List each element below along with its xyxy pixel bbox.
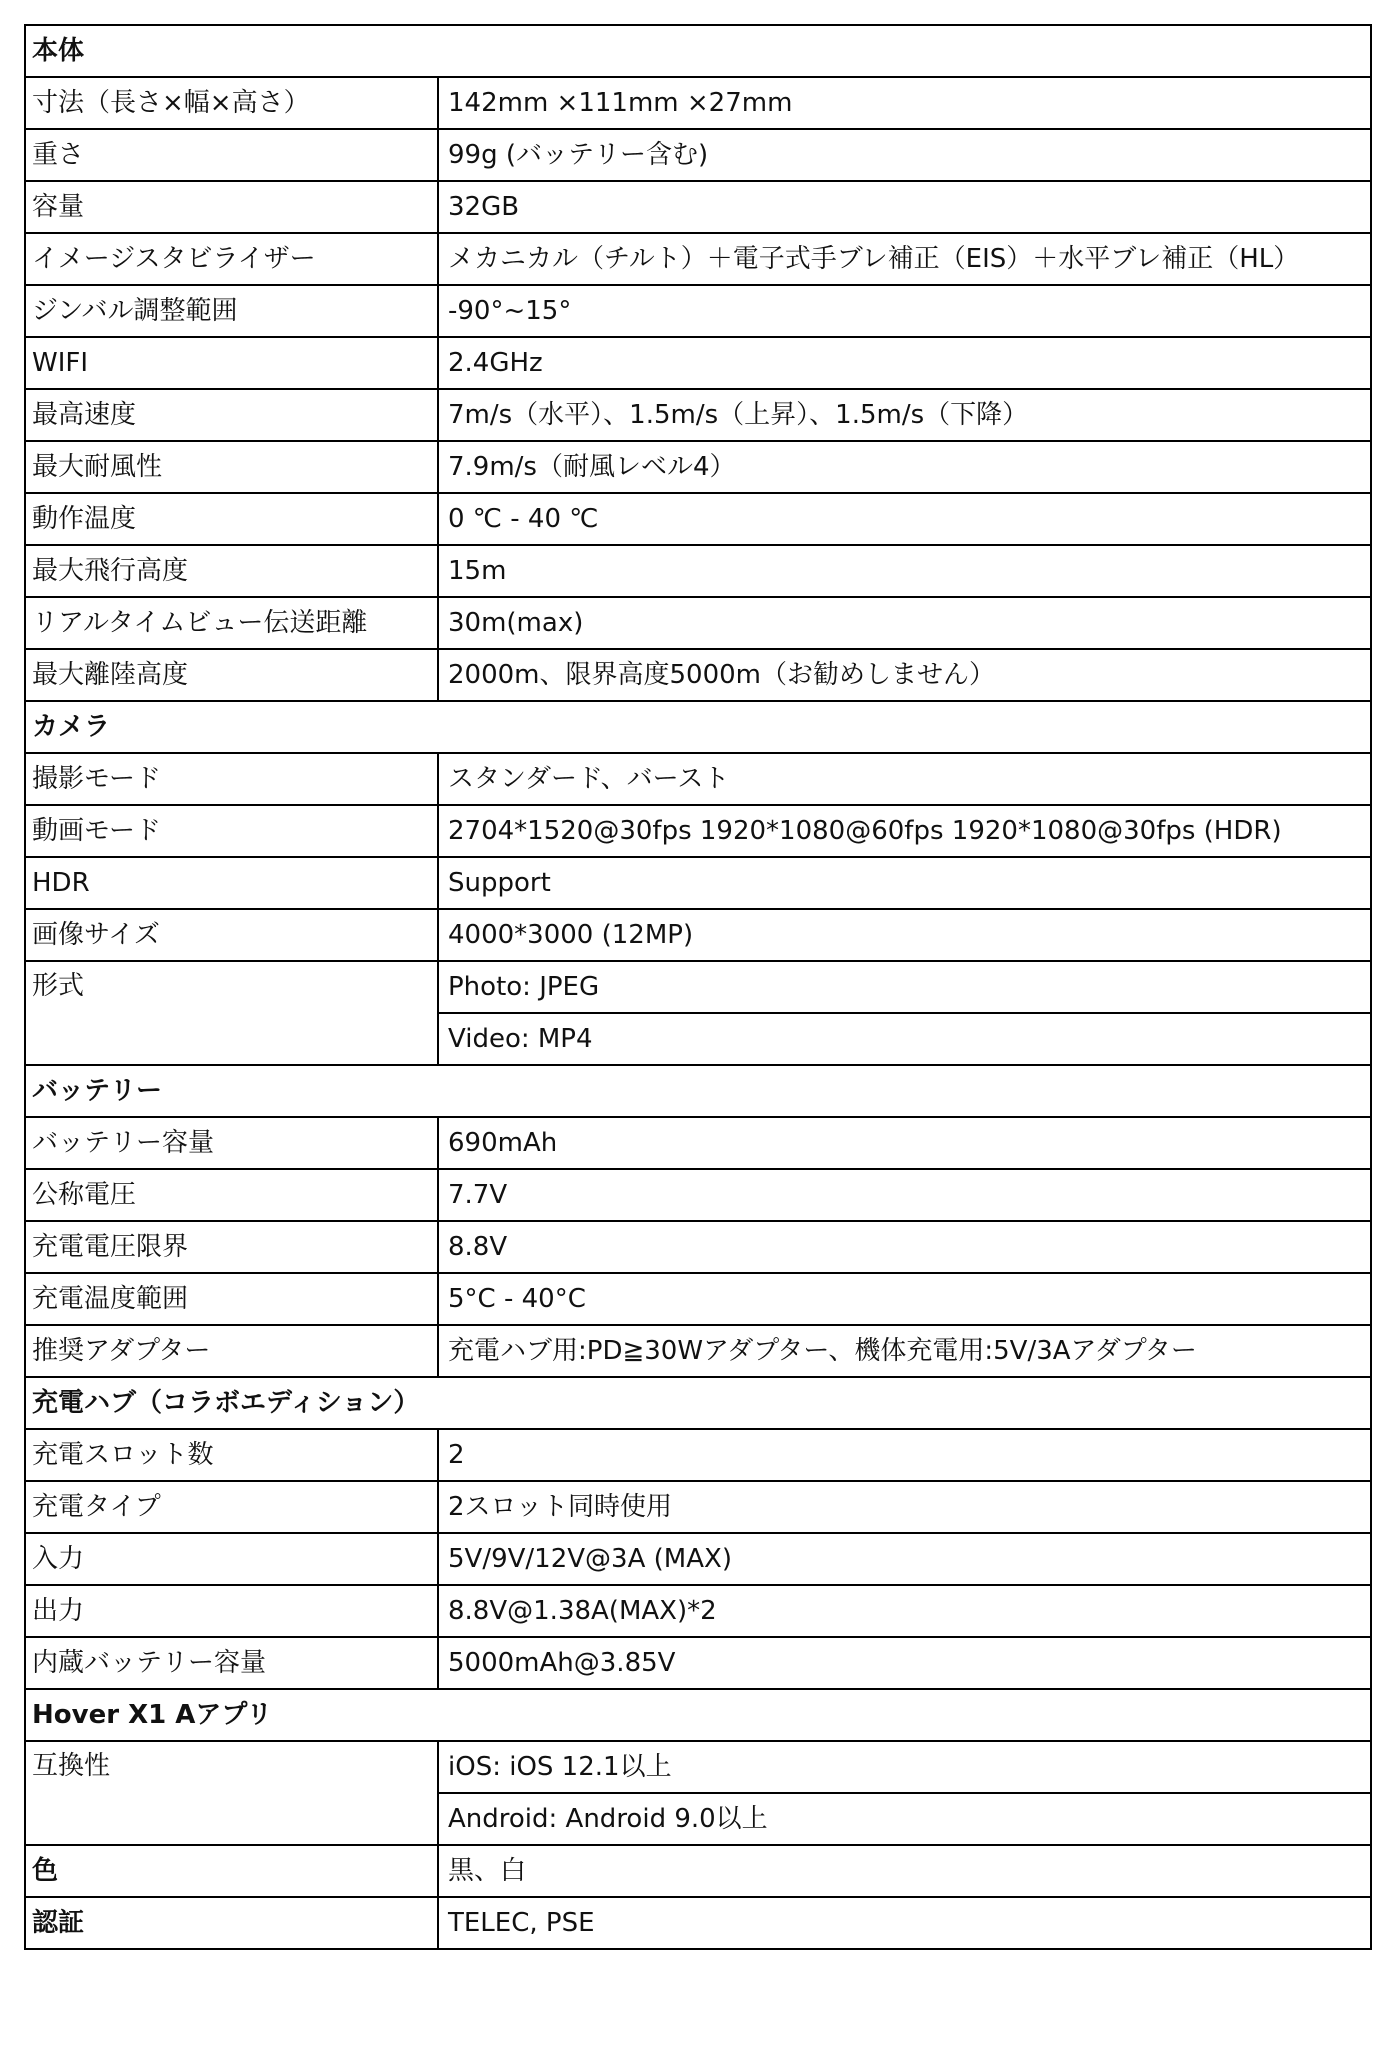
spec-label: リアルタイムビュー伝送距離 <box>25 597 438 649</box>
spec-label: 認証 <box>25 1897 438 1949</box>
table-row <box>25 181 1371 233</box>
spec-value: Photo: JPEG <box>438 961 1371 1013</box>
spec-value: Video: MP4 <box>438 1013 1371 1065</box>
spec-label: 互換性 <box>25 1741 438 1845</box>
spec-value: Android: Android 9.0以上 <box>438 1793 1371 1845</box>
spec-label: 容量 <box>25 181 438 233</box>
spec-value: メカニカル（チルト）＋電子式手ブレ補正（EIS）＋水平ブレ補正（HL） <box>438 233 1371 285</box>
spec-table-body <box>25 25 1371 1949</box>
spec-value: 30m(max) <box>438 597 1371 649</box>
spec-label: ジンバル調整範囲 <box>25 285 438 337</box>
spec-label: 最大飛行高度 <box>25 545 438 597</box>
spec-value: 690mAh <box>438 1117 1371 1169</box>
table-row <box>25 805 1371 857</box>
spec-label: 寸法（長さ×幅×高さ） <box>25 77 438 129</box>
spec-value: 32GB <box>438 181 1371 233</box>
table-row <box>25 1585 1371 1637</box>
spec-value: 5000mAh@3.85V <box>438 1637 1371 1689</box>
table-row <box>25 1169 1371 1221</box>
spec-value: 0 ℃ - 40 ℃ <box>438 493 1371 545</box>
table-row <box>25 909 1371 961</box>
spec-value: 2.4GHz <box>438 337 1371 389</box>
spec-value: Support <box>438 857 1371 909</box>
table-row <box>25 545 1371 597</box>
table-row <box>25 1221 1371 1273</box>
table-row <box>25 1117 1371 1169</box>
spec-value: 142mm ×111mm ×27mm <box>438 77 1371 129</box>
spec-label: 出力 <box>25 1585 438 1637</box>
section-header-row <box>25 1065 1371 1117</box>
spec-value: 5V/9V/12V@3A (MAX) <box>438 1533 1371 1585</box>
spec-value: 8.8V@1.38A(MAX)*2 <box>438 1585 1371 1637</box>
spec-label: 撮影モード <box>25 753 438 805</box>
spec-value: 黒、白 <box>438 1845 1371 1897</box>
table-row <box>25 1637 1371 1689</box>
spec-value: 99g (バッテリー含む) <box>438 129 1371 181</box>
spec-value: 7.7V <box>438 1169 1371 1221</box>
section-title: 本体 <box>25 25 1371 77</box>
spec-label: 最高速度 <box>25 389 438 441</box>
spec-label: 充電タイプ <box>25 1481 438 1533</box>
table-row <box>25 649 1371 701</box>
section-header-row <box>25 25 1371 77</box>
spec-value: 2スロット同時使用 <box>438 1481 1371 1533</box>
section-title: カメラ <box>25 701 1371 753</box>
spec-value: 2704*1520@30fps 1920*1080@60fps 1920*1080@30fps (HDR) <box>438 805 1371 857</box>
spec-label: WIFI <box>25 337 438 389</box>
spec-label: 充電温度範囲 <box>25 1273 438 1325</box>
spec-label: 色 <box>25 1845 438 1897</box>
section-title: 充電ハブ（コラボエディション） <box>25 1377 1371 1429</box>
spec-value: -90°~15° <box>438 285 1371 337</box>
spec-label: 最大離陸高度 <box>25 649 438 701</box>
table-row <box>25 233 1371 285</box>
spec-label: 入力 <box>25 1533 438 1585</box>
spec-value: 2000m、限界高度5000m（お勧めしません） <box>438 649 1371 701</box>
spec-label: バッテリー容量 <box>25 1117 438 1169</box>
section-title: バッテリー <box>25 1065 1371 1117</box>
spec-value: iOS: iOS 12.1以上 <box>438 1741 1371 1793</box>
spec-value: TELEC, PSE <box>438 1897 1371 1949</box>
spec-value: 8.8V <box>438 1221 1371 1273</box>
section-title: Hover X1 Aアプリ <box>25 1689 1371 1741</box>
spec-label: 充電電圧限界 <box>25 1221 438 1273</box>
table-row <box>25 1273 1371 1325</box>
spec-label: 充電スロット数 <box>25 1429 438 1481</box>
spec-value: 2 <box>438 1429 1371 1481</box>
section-header-row <box>25 701 1371 753</box>
table-row <box>25 1897 1371 1949</box>
table-row <box>25 129 1371 181</box>
section-header-row <box>25 1377 1371 1429</box>
spec-label: 形式 <box>25 961 438 1065</box>
table-row <box>25 493 1371 545</box>
spec-value: 7m/s（水平）、1.5m/s（上昇）、1.5m/s（下降） <box>438 389 1371 441</box>
spec-value: 7.9m/s（耐風レベル4） <box>438 441 1371 493</box>
spec-value: 充電ハブ用:PD≧30Wアダプター、機体充電用:5V/3Aアダプター <box>438 1325 1371 1377</box>
table-row <box>25 1741 1371 1793</box>
spec-label: 推奨アダプター <box>25 1325 438 1377</box>
spec-value: 5°C - 40°C <box>438 1273 1371 1325</box>
table-row <box>25 1429 1371 1481</box>
table-row <box>25 857 1371 909</box>
spec-value: 15m <box>438 545 1371 597</box>
table-row <box>25 753 1371 805</box>
spec-label: 内蔵バッテリー容量 <box>25 1637 438 1689</box>
spec-label: HDR <box>25 857 438 909</box>
spec-label: 動作温度 <box>25 493 438 545</box>
table-row <box>25 1481 1371 1533</box>
spec-label: イメージスタビライザー <box>25 233 438 285</box>
table-row <box>25 1533 1371 1585</box>
table-row <box>25 1325 1371 1377</box>
table-row <box>25 285 1371 337</box>
spec-label: 重さ <box>25 129 438 181</box>
table-row <box>25 1845 1371 1897</box>
table-row <box>25 961 1371 1013</box>
table-row <box>25 441 1371 493</box>
spec-label: 公称電圧 <box>25 1169 438 1221</box>
table-row <box>25 337 1371 389</box>
spec-value: スタンダード、バースト <box>438 753 1371 805</box>
table-row <box>25 77 1371 129</box>
section-header-row <box>25 1689 1371 1741</box>
spec-label: 最大耐風性 <box>25 441 438 493</box>
spec-table <box>24 24 1372 1950</box>
spec-label: 画像サイズ <box>25 909 438 961</box>
spec-value: 4000*3000 (12MP) <box>438 909 1371 961</box>
table-row <box>25 597 1371 649</box>
table-row <box>25 389 1371 441</box>
spec-label: 動画モード <box>25 805 438 857</box>
